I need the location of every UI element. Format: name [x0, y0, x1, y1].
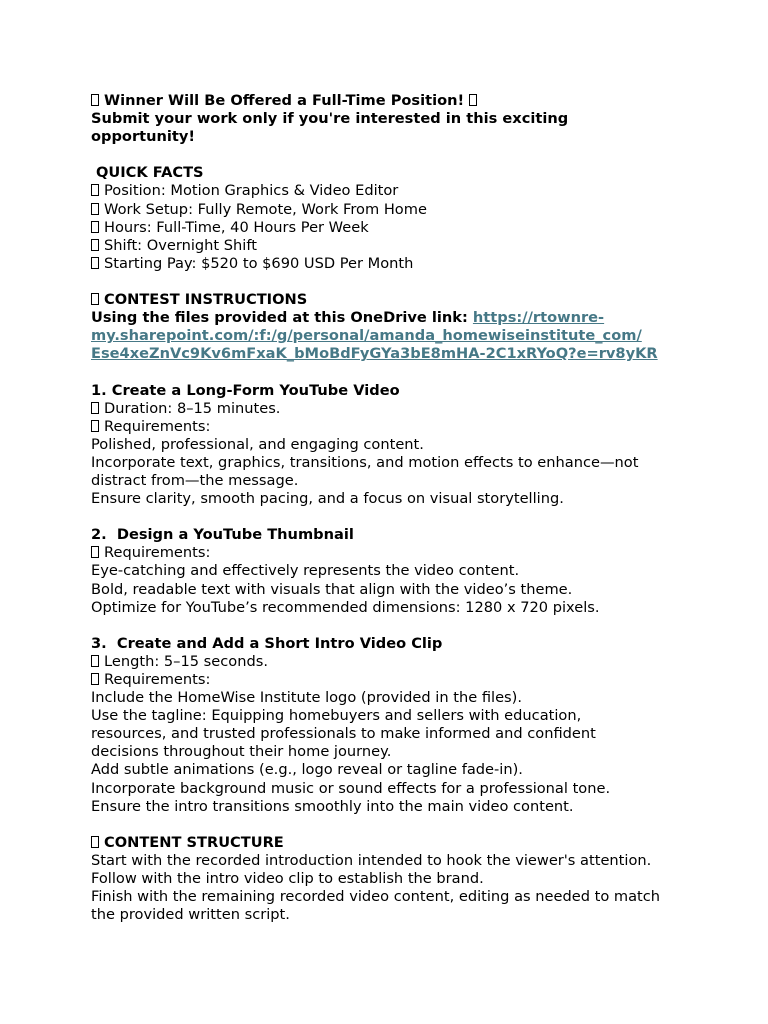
placeholder-glyph-icon	[91, 673, 99, 685]
quick-fact-item: Work Setup: Fully Remote, Work From Home	[91, 201, 691, 219]
requirement-line: Incorporate background music or sound effects for a professional tone.	[91, 779, 611, 797]
requirement-line: Bold, readable text with visuals that align with the video’s theme.	[91, 580, 573, 598]
content-structure-heading: CONTENT STRUCTURE	[91, 834, 691, 852]
requirement-line: distract from—the message.	[91, 471, 299, 489]
quick-fact-item: Hours: Full-Time, 40 Hours Per Week	[91, 219, 691, 237]
duration-line: Duration: 8–15 minutes.	[91, 400, 691, 418]
requirement-line: Incorporate text, graphics, transitions, and motion effects to enhance—not	[91, 453, 639, 471]
quick-fact-item: Shift: Overnight Shift	[91, 237, 691, 255]
contest-intro-line: Using the files provided at this OneDrive link: https://rtownre-	[91, 309, 605, 327]
spacer	[91, 146, 691, 164]
section-2-heading: 2. Design a YouTube Thumbnail	[91, 526, 354, 544]
length-line: Length: 5–15 seconds.	[91, 653, 691, 671]
link-line	[91, 327, 691, 345]
placeholder-glyph-icon	[91, 655, 99, 667]
structure-line: Follow with the intro video clip to establish the brand.	[91, 870, 484, 888]
winner-text: Winner Will Be Offered a Full-Time Position!	[104, 92, 465, 109]
onedrive-link[interactable]: Ese4xeZnVc9Kv6mFxaK_bMoBdFyGYa3bE8mHA-2C1xRYoQ?e=rv8yKR	[91, 345, 658, 363]
requirement-line: Include the HomeWise Institute logo (provided in the files).	[91, 689, 522, 707]
onedrive-link[interactable]: https://rtownre-	[472, 309, 605, 327]
placeholder-glyph-icon	[91, 239, 99, 251]
requirement-line: Eye-catching and effectively represents the video content.	[91, 562, 520, 580]
requirements-label: Requirements:	[91, 418, 691, 436]
structure-line: Start with the recorded introduction intended to hook the viewer's attention.	[91, 851, 652, 869]
spacer	[91, 273, 691, 291]
spacer	[91, 816, 691, 834]
placeholder-glyph-icon	[91, 94, 99, 106]
quick-facts-heading: QUICK FACTS	[96, 164, 204, 182]
link-line	[91, 345, 691, 363]
placeholder-glyph-icon	[469, 94, 477, 106]
structure-line: the provided written script.	[91, 906, 290, 924]
requirement-line: Polished, professional, and engaging content.	[91, 435, 424, 453]
requirement-line: resources, and trusted professionals to make informed and confident	[91, 725, 596, 743]
placeholder-glyph-icon	[91, 546, 99, 558]
placeholder-glyph-icon	[91, 402, 99, 414]
submit-line: opportunity!	[91, 128, 196, 146]
requirement-line: Ensure the intro transitions smoothly into the main video content.	[91, 797, 574, 815]
section-1-heading: 1. Create a Long-Form YouTube Video	[91, 381, 400, 399]
contest-heading: CONTEST INSTRUCTIONS	[91, 291, 691, 309]
requirement-line: Optimize for YouTube’s recommended dimensions: 1280 x 720 pixels.	[91, 598, 600, 616]
requirement-line: Use the tagline: Equipping homebuyers and sellers with education,	[91, 707, 582, 725]
placeholder-glyph-icon	[91, 203, 99, 215]
placeholder-glyph-icon	[91, 257, 99, 269]
requirements-label: Requirements:	[91, 671, 691, 689]
section-3-heading: 3. Create and Add a Short Intro Video Clip	[91, 634, 443, 652]
structure-line: Finish with the remaining recorded video content, editing as needed to match	[91, 888, 661, 906]
placeholder-glyph-icon	[91, 420, 99, 432]
winner-line	[91, 92, 691, 110]
placeholder-glyph-icon	[91, 221, 99, 233]
quick-fact-item: Position: Motion Graphics & Video Editor	[91, 182, 691, 200]
quick-fact-item: Starting Pay: $520 to $690 USD Per Month	[91, 255, 691, 273]
requirement-line: Add subtle animations (e.g., logo reveal or tagline fade-in).	[91, 761, 523, 779]
spacer	[91, 363, 691, 381]
requirement-line: Ensure clarity, smooth pacing, and a focus on visual storytelling.	[91, 490, 564, 508]
spacer	[91, 508, 691, 526]
submit-line: Submit your work only if you're interested in this exciting	[91, 110, 569, 128]
placeholder-glyph-icon	[91, 293, 99, 305]
requirement-line: decisions throughout their home journey.	[91, 743, 392, 761]
placeholder-glyph-icon	[91, 184, 99, 196]
placeholder-glyph-icon	[91, 836, 99, 848]
requirements-label: Requirements:	[91, 544, 691, 562]
spacer	[91, 617, 691, 635]
document-page	[91, 92, 691, 924]
onedrive-link[interactable]: my.sharepoint.com/:f:/g/personal/amanda_homewiseinstitute_com/	[91, 327, 642, 345]
